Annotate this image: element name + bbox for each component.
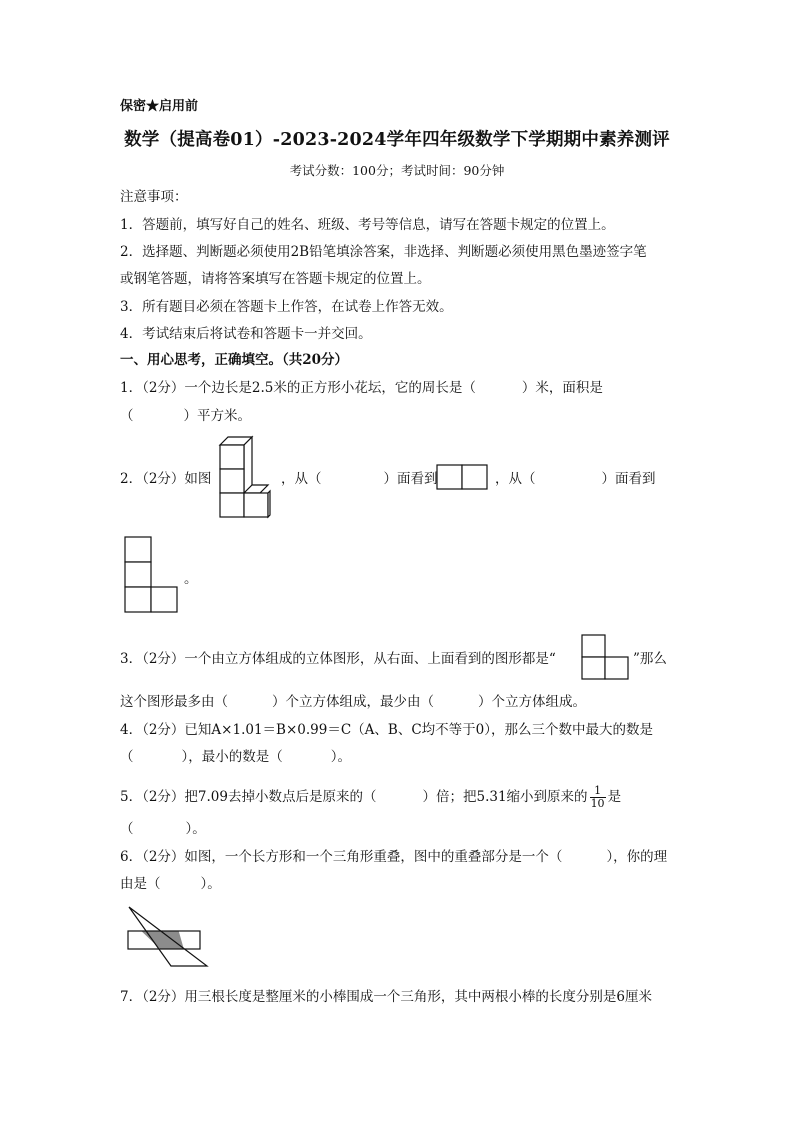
- question-7: 7．（2分）用三根长度是整厘米的小棒围成一个三角形，其中两根小棒的长度分别是6厘米: [120, 989, 653, 1005]
- question-text: 是: [607, 789, 622, 805]
- note-item: 或钢笔答题，请将答案填写在答题卡规定的位置上。: [120, 271, 431, 287]
- question-text: ），最小的数是（: [181, 749, 283, 765]
- question-5: [120, 785, 621, 810]
- question-text: ），你的理: [606, 849, 668, 865]
- question-4-cont: [120, 748, 351, 766]
- triangle-shape: [129, 907, 207, 966]
- question-text: ）。: [185, 821, 206, 837]
- fraction-denominator: 10: [590, 797, 605, 810]
- section-heading: 一、用心思考，正确填空。（共20分）: [120, 352, 349, 368]
- fraction: [590, 785, 606, 810]
- question-5-cont: [120, 820, 206, 838]
- question-4: 4．（2分）已知A×1.01＝B×0.99＝C（A、B、C均不等于0），那么三个数中最大的数是: [120, 722, 654, 738]
- question-text: ）平方米。: [183, 408, 251, 424]
- note-item: 3．所有题目必须在答题卡上作答，在试卷上作答无效。: [120, 299, 453, 315]
- question-2-part-b: [281, 470, 438, 488]
- two-square-view: [436, 463, 488, 491]
- question-2-end: 。: [184, 571, 198, 587]
- top-right-view-figure: [581, 634, 629, 680]
- page-title: 数学（提高卷01）-2023-2024学年四年级数学下学期期中素养测评: [124, 130, 670, 150]
- note-item: 4．考试结束后将试卷和答题卡一并交回。: [120, 326, 372, 342]
- question-text: 由是（: [120, 876, 161, 892]
- question-6-cont: [120, 875, 221, 893]
- question-text: 这个图形最多由（: [120, 694, 228, 710]
- question-3-part-b: ”那么: [633, 651, 667, 667]
- question-text: ，从（: [495, 471, 536, 487]
- question-text: ）米，面积是: [521, 380, 603, 396]
- question-text: 1．（2分）一个边长是2.5米的正方形小花坛，它的周长是（: [120, 380, 476, 396]
- question-text: 5．（2分）把7.09去掉小数点后是原来的（: [120, 789, 377, 805]
- question-text: （: [120, 408, 134, 424]
- notes-heading: 注意事项：: [120, 189, 188, 205]
- question-1: [120, 379, 603, 397]
- question-text: （: [120, 749, 134, 765]
- rectangle-triangle-overlap-figure: [126, 904, 210, 970]
- note-item: 1．答题前，填写好自己的姓名、班级、考号等信息，请写在答题卡规定的位置上。: [120, 217, 615, 233]
- question-2-part-a: 2．（2分）如图: [120, 471, 212, 487]
- question-text: ）个立方体组成。: [478, 694, 586, 710]
- note-item: 2．选择题、判断题必须使用2B铅笔填涂答案，非选择、判断题必须使用黑色墨迹签字笔: [120, 244, 647, 260]
- question-3-part-a: 3．（2分）一个由立方体组成的立体图形，从右面、上面看到的图形都是“: [120, 651, 556, 667]
- question-text: ，从（: [281, 471, 322, 487]
- cube-stack-figure: [218, 437, 270, 519]
- exam-meta: 考试分数：100分；考试时间：90分钟: [289, 163, 505, 178]
- question-text: ）面看到: [383, 471, 438, 487]
- fraction-numerator: 1: [590, 785, 606, 798]
- question-text: （: [120, 821, 134, 837]
- question-3-cont: [120, 693, 586, 711]
- question-2-part-c: [495, 470, 656, 488]
- question-6: [120, 848, 667, 866]
- question-1-cont: [120, 407, 251, 425]
- question-text: ）个立方体组成，最少由（: [272, 694, 434, 710]
- question-text: ）。: [330, 749, 351, 765]
- question-text: ）倍；把5.31缩小到原来的: [422, 789, 588, 805]
- question-text: ）面看到: [601, 471, 656, 487]
- question-text: ）。: [200, 876, 221, 892]
- question-text: 6．（2分）如图，一个长方形和一个三角形重叠，图中的重叠部分是一个（: [120, 849, 563, 865]
- confidential-mark: 保密★启用前: [120, 99, 199, 114]
- l-shape-view: [124, 536, 178, 614]
